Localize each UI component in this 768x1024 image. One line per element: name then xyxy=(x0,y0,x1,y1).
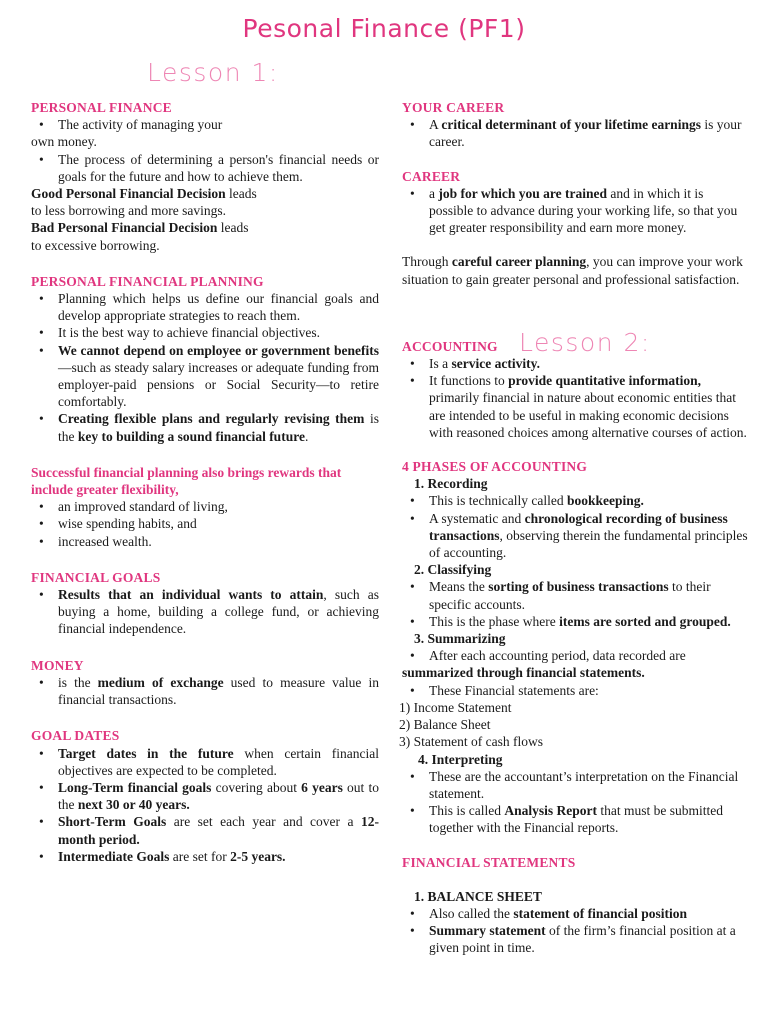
list-item: • Planning which helps us define our financial goals and develop appropriate strategies to reach them. xyxy=(31,290,379,324)
bullet-list xyxy=(31,151,379,185)
list-item: • These are the accountant’s interpretation on the Financial statement. xyxy=(402,768,750,802)
bullet-list xyxy=(402,905,750,957)
bullet-list xyxy=(31,586,379,638)
paragraph-bad-decision: Bad Personal Financial Decision leads xyxy=(31,220,249,236)
list-item: • It functions to provide quantitative information, primarily financial in nature about economic entities that are intended to be useful in making economic decisions with reasoned choices among alternative courses of action. xyxy=(402,372,750,441)
list-item: • Short-Term Goals are set each year and cover a 12-month period. xyxy=(31,813,379,847)
bullet-list xyxy=(402,682,750,699)
section-heading-your-career: YOUR CAREER xyxy=(402,100,505,115)
list-item: • Also called the statement of financial position xyxy=(402,905,750,922)
list-item: • Creating flexible plans and regularly revising them is the key to building a sound financial future. xyxy=(31,410,379,444)
list-item: • A systematic and chronological recording of business transactions, observing therein the fundamental principles of accounting. xyxy=(402,510,750,562)
list-item: • We cannot depend on employee or government benefits—such as steady salary increases or adequate funding from employer-paid pensions or Social Security—to retire comfortably. xyxy=(31,342,379,411)
bullet-list xyxy=(402,492,750,561)
success-intro: Successful financial planning also brings rewards that include greater flexibility, xyxy=(31,464,342,498)
phase-classifying: 2. Classifying xyxy=(414,562,492,578)
paragraph-line: to less borrowing and more savings. xyxy=(31,203,226,219)
section-heading-personal-finance: PERSONAL FINANCE xyxy=(31,100,172,115)
list-item: • The process of determining a person's financial needs or goals for the future and how to achieve them. xyxy=(31,151,379,185)
list-item: • a job for which you are trained and in which it is possible to advance during your working life, so that you get greater responsibility and earn more money. xyxy=(402,185,750,237)
bullet-list xyxy=(31,290,379,445)
list-item: • Means the sorting of business transactions to their specific accounts. xyxy=(402,578,750,612)
list-item: • A critical determinant of your lifetime earnings is your career. xyxy=(402,116,750,150)
left-column xyxy=(31,99,379,865)
bullet-list xyxy=(402,647,750,664)
paragraph-line: summarized through financial statements. xyxy=(402,665,645,681)
lesson-1-heading: Lesson 1: xyxy=(147,58,279,87)
lesson-2-heading: Lesson 2: xyxy=(519,328,651,357)
bullet-list xyxy=(402,116,750,150)
list-item: 1) Income Statement xyxy=(399,699,512,715)
list-item: • Long-Term financial goals covering about 6 years out to the next 30 or 40 years. xyxy=(31,779,379,813)
bullet-list xyxy=(31,745,379,865)
list-item: • is the medium of exchange used to measure value in financial transactions. xyxy=(31,674,379,708)
bullet-list xyxy=(402,578,750,630)
fs-balance-sheet: 1. BALANCE SHEET xyxy=(414,888,542,904)
bullet-list xyxy=(402,768,750,837)
list-item: • It is the best way to achieve financial objectives. xyxy=(31,324,379,341)
document-title: Pesonal Finance (PF1) xyxy=(242,14,526,43)
right-column xyxy=(399,99,750,957)
phase-summarizing: 3. Summarizing xyxy=(414,631,506,647)
section-heading-financial-goals: FINANCIAL GOALS xyxy=(31,569,161,585)
bullet-list xyxy=(31,674,379,708)
paragraph-good-decision: Good Personal Financial Decision leads xyxy=(31,186,257,202)
section-heading-career: CAREER xyxy=(402,168,461,184)
section-heading-financial-statements: FINANCIAL STATEMENTS xyxy=(402,854,576,870)
section-heading-4-phases: 4 PHASES OF ACCOUNTING xyxy=(402,459,588,475)
list-item: • increased wealth. xyxy=(31,533,379,550)
list-item: • This is called Analysis Report that must be submitted together with the Financial reports. xyxy=(402,802,750,836)
paragraph-line: to excessive borrowing. xyxy=(31,237,160,253)
list-item: • This is the phase where items are sorted and grouped. xyxy=(402,613,750,630)
paragraph-line: own money. xyxy=(31,134,97,150)
paragraph-career-planning: Through careful career planning, you can improve your work situation to gain greater personal and professional satisfaction. xyxy=(402,254,743,287)
statements-list xyxy=(399,699,750,751)
list-item: • This is technically called bookkeeping. xyxy=(402,492,750,509)
bullet-list xyxy=(402,355,750,441)
section-heading-money: MONEY xyxy=(31,657,84,673)
section-heading-goal-dates: GOAL DATES xyxy=(31,728,120,744)
list-item: • Results that an individual wants to attain, such as buying a home, building a college fund, or achieving financial independence. xyxy=(31,586,379,638)
list-item: • an improved standard of living, xyxy=(31,498,379,515)
list-item: 2) Balance Sheet xyxy=(399,717,491,733)
phase-recording: 1. Recording xyxy=(414,476,488,492)
bullet-list xyxy=(31,498,379,550)
list-item: • The activity of managing your xyxy=(31,116,379,133)
section-heading-accounting: ACCOUNTING xyxy=(402,338,498,354)
list-item: 3) Statement of cash flows xyxy=(399,734,543,750)
list-item: • After each accounting period, data recorded are xyxy=(402,647,750,664)
phase-interpreting: 4. Interpreting xyxy=(418,751,503,767)
list-item: • Is a service activity. xyxy=(402,355,750,372)
list-item: • These Financial statements are: xyxy=(402,682,750,699)
list-item: • Summary statement of the firm’s financial position at a given point in time. xyxy=(402,922,750,956)
bullet-list xyxy=(402,185,750,237)
list-item: • Intermediate Goals are set for 2-5 years. xyxy=(31,848,379,865)
bullet-list xyxy=(31,116,379,133)
list-item: • wise spending habits, and xyxy=(31,515,379,532)
list-item: • Target dates in the future when certain financial objectives are expected to be completed. xyxy=(31,745,379,779)
section-heading-personal-financial-planning: PERSONAL FINANCIAL PLANNING xyxy=(31,273,264,289)
